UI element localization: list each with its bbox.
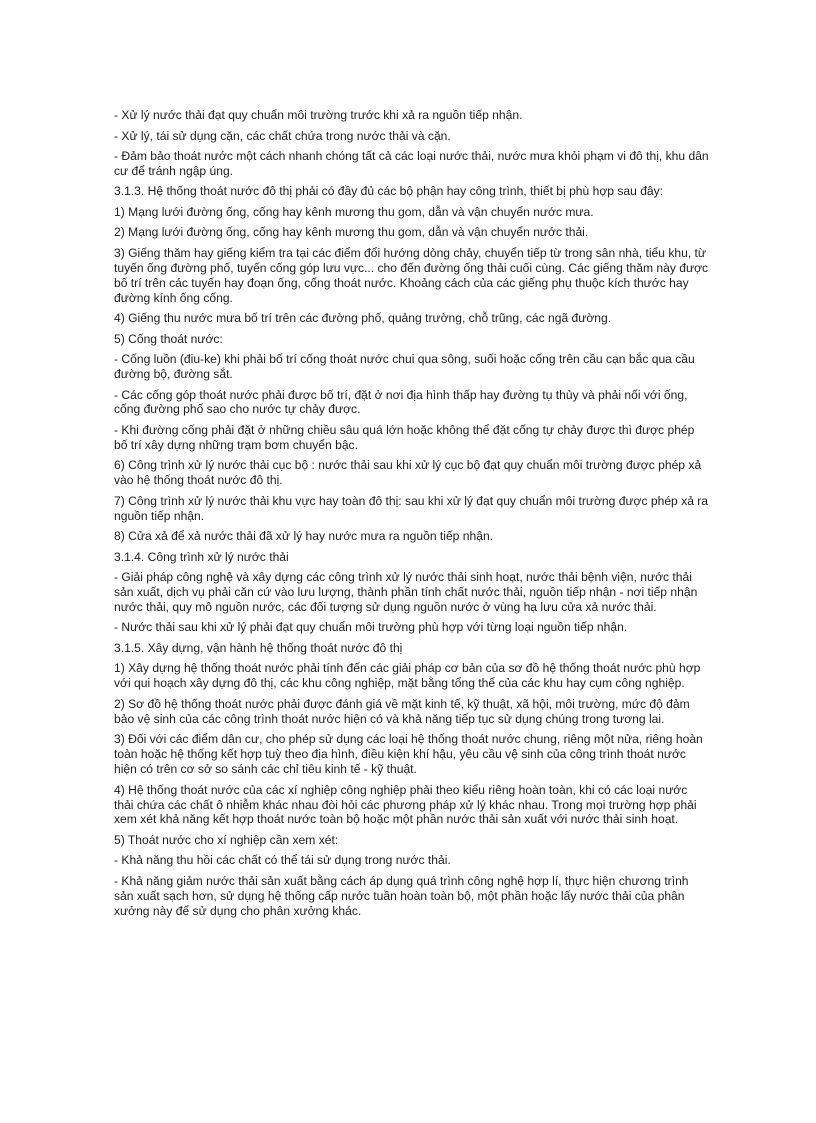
- paragraph: 5) Cống thoát nước:: [114, 331, 223, 346]
- document-page: [114, 108, 710, 924]
- paragraph: 3) Đối với các điểm dân cư, cho phép sử dụng các loại hệ thống thoát nước chung, riêng một nửa, riêng hoàn toàn hoặc hệ thống kết hợp tuỳ theo địa hình, điều kiện khí hậu, yêu cầu vệ sinh của công trình thoát nước hiện có trên cơ sở so sánh các chỉ tiêu kinh tế - kỹ thuật.: [114, 732, 703, 777]
- paragraph: - Khả năng giảm nước thải sản xuất bằng cách áp dụng quá trình công nghệ hợp lí, thực hiện chương trình sản xuất sạch hơn, sử dụng hệ thống cấp nước tuần hoàn toàn bộ, một phần hoặc lấy nước thải của phân xưởng này để sử dụng cho phân xưởng khác.: [114, 873, 689, 918]
- paragraph: - Giải pháp công nghệ và xây dựng các công trình xử lý nước thải sinh hoạt, nước thải bệnh viện, nước thải sản xuất, dịch vụ phải căn cứ vào lưu lượng, thành phần tính chất nước thải, nguồn tiếp nhận - nơi tiếp nhận nước thải, quy mô nguồn nước, các đối tượng sử dụng nguồn nước ở vùng hạ lưu cửa xả nước thải.: [114, 570, 698, 614]
- paragraph: - Khả năng thu hồi các chất có thể tái sử dụng trong nước thải.: [114, 853, 451, 868]
- paragraph: - Khi đường cống phải đặt ở những chiều sâu quá lớn hoặc không thể đặt cống tự chảy được thì được phép bố trí xây dựng những trạm bơm chuyển bậc.: [114, 422, 695, 452]
- paragraph: 2) Sơ đồ hệ thống thoát nước phải được đánh giá về mặt kinh tế, kỹ thuật, xã hội, môi trường, mức độ đảm bảo vệ sinh của các công trình thoát nước hiện có và khả năng tiếp tục sử dụng chúng trong tương lai.: [114, 696, 690, 726]
- paragraph: - Nước thải sau khi xử lý phải đạt quy chuẩn môi trường phù hợp với từng loại nguồn tiếp nhận.: [114, 620, 628, 635]
- paragraph: - Cống luồn (điu-ke) khi phải bố trí cống thoát nước chui qua sông, suối hoặc cống trên cầu cạn bắc qua cầu đường bộ, đường sắt.: [114, 352, 695, 382]
- paragraph: 4) Hệ thống thoát nước của các xí nghiệp công nghiệp phải theo kiểu riêng hoàn toàn, khi có các loại nước thải chứa các chất ô nhiễm khác nhau đòi hỏi các phương pháp xử lý khác nhau. Trong mọi trường hợp phải xem xét khả năng kết hợp thoát nước toàn bộ hoặc một phần nước thải sản xuất với nước thải sinh hoạt.: [114, 782, 697, 827]
- paragraph: - Xử lý, tái sử dụng cặn, các chất chứa trong nước thải và cặn.: [114, 128, 451, 143]
- paragraph: 1) Xây dựng hệ thống thoát nước phải tính đến các giải pháp cơ bản của sơ đồ hệ thống thoát nước phù hợp với qui hoạch xây dựng đô thị, các khu công nghiệp, mặt bằng tổng thể của các khu hay cụm công nghiệp.: [114, 661, 701, 691]
- paragraph: - Đảm bảo thoát nước một cách nhanh chóng tất cả các loại nước thải, nước mưa khỏi phạm vi đô thị, khu dân cư để tránh ngập úng.: [114, 149, 709, 178]
- paragraph: 2) Mạng lưới đường ống, cống hay kênh mương thu gom, dẫn và vận chuyển nước thải.: [114, 225, 589, 240]
- paragraph: - Các cống góp thoát nước phải được bố trí, đặt ở nơi địa hình thấp hay đường tụ thủy và phải nối với ống, cống đường phố sao cho nước tự chảy được.: [114, 387, 688, 417]
- paragraph: 8) Cửa xả để xả nước thải đã xử lý hay nước mưa ra nguồn tiếp nhận.: [114, 529, 494, 544]
- paragraph: 3) Giếng thăm hay giếng kiểm tra tại các điểm đổi hướng dòng chảy, chuyển tiếp từ trong sân nhà, tiểu khu, từ tuyến ống đường phố, tuyến cống góp lưu vực... cho đến đường ống thải cuối cùng. Các giếng thăm này được bố trí trên các tuyến hay đoạn ống, cống thoát nước. Khoảng cách của các giếng phụ thuộc kích thước hay đường kính ống cống.: [114, 245, 709, 305]
- section-heading: 3.1.4. Công trình xử lý nước thải: [114, 549, 289, 564]
- paragraph: 4) Giếng thu nước mưa bố trí trên các đường phố, quảng trường, chỗ trũng, các ngã đường.: [114, 311, 612, 326]
- section-heading: 3.1.3. Hệ thống thoát nước đô thị phải có đầy đủ các bộ phận hay công trình, thiết bị phù hợp sau đây:: [114, 184, 664, 199]
- paragraph: 7) Công trình xử lý nước thải khu vực hay toàn đô thị: sau khi xử lý đạt quy chuẩn môi trường được phép xả ra nguồn tiếp nhận.: [114, 493, 709, 523]
- paragraph: 1) Mạng lưới đường ống, cống hay kênh mương thu gom, dẫn và vận chuyển nước mưa.: [114, 204, 594, 219]
- paragraph: 5) Thoát nước cho xí nghiệp cần xem xét:: [114, 832, 339, 847]
- section-heading: 3.1.5. Xây dựng, vận hành hệ thống thoát nước đô thị: [114, 640, 403, 655]
- paragraph: 6) Công trình xử lý nước thải cục bộ : nước thải sau khi xử lý cục bộ đạt quy chuẩn môi trường được phép xả vào hệ thống thoát nước đô thị.: [114, 458, 702, 488]
- paragraph: - Xử lý nước thải đạt quy chuẩn môi trường trước khi xả ra nguồn tiếp nhận.: [114, 108, 523, 122]
